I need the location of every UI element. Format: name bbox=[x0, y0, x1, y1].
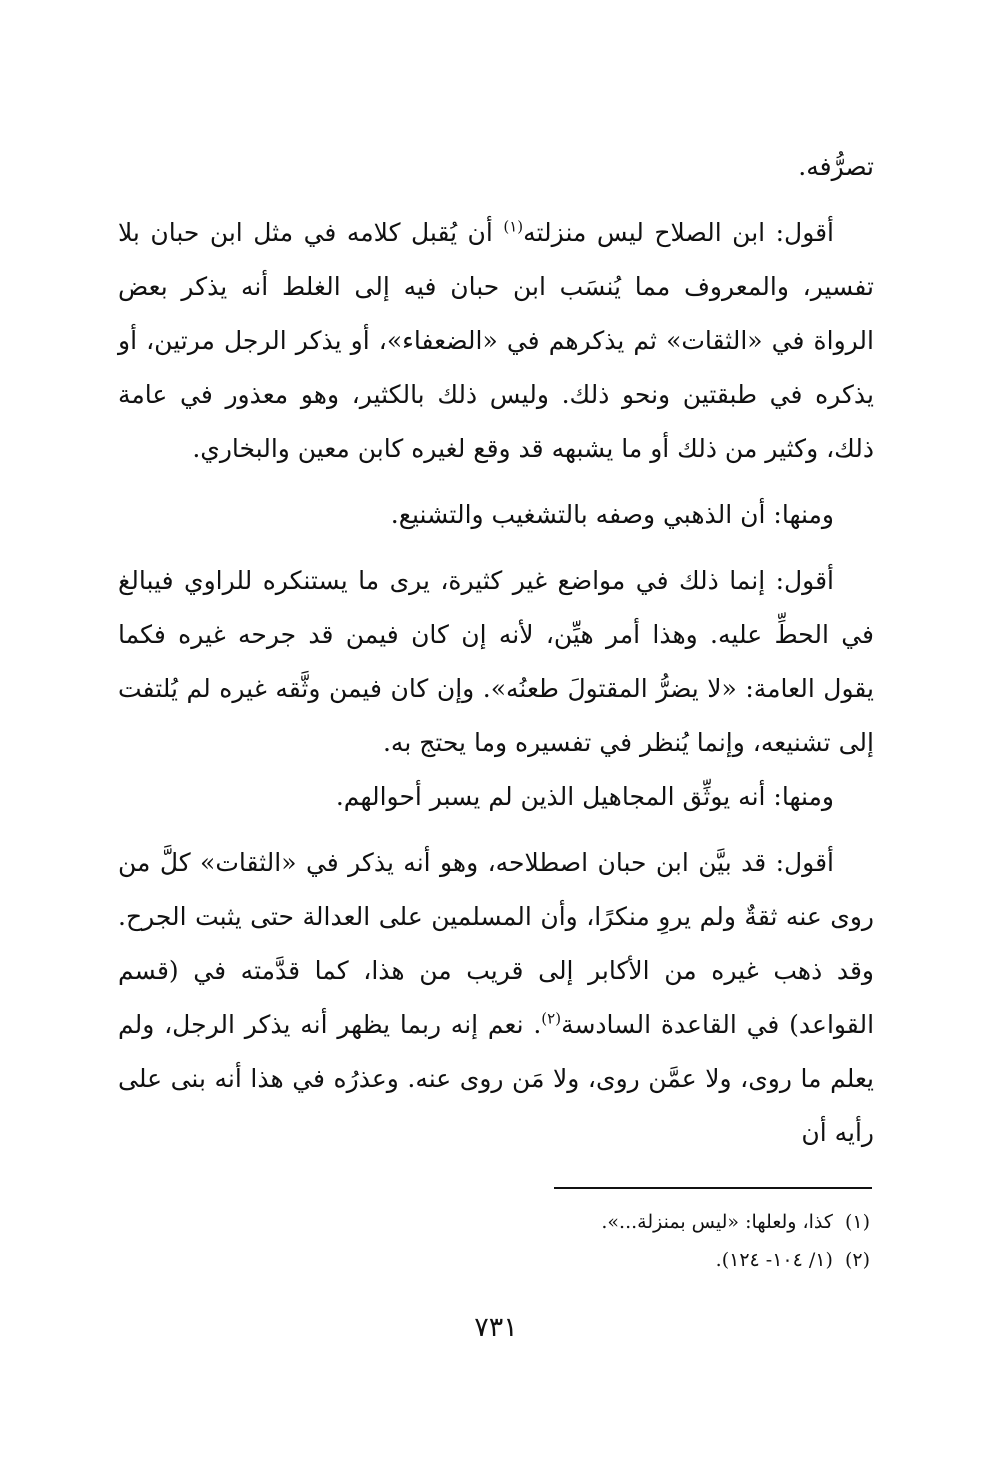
footnote-2 bbox=[118, 1241, 870, 1279]
paragraph-1 bbox=[118, 206, 874, 476]
footnote-number: (٢) bbox=[844, 1249, 870, 1271]
paragraph-4 bbox=[118, 770, 874, 824]
footnote-1 bbox=[118, 1203, 870, 1241]
paragraph-text: . نعم إنه ربما يظهر أنه يذكر الرجل، ولم يعلم ما روى، ولا عمَّن روى، ولا مَن روى عنه. وعذرُه في هذا أنه بنى على رأيه أن bbox=[118, 1010, 874, 1147]
paragraph-text: أقول: ابن الصلاح ليس منزلته bbox=[523, 218, 835, 247]
footnote-divider bbox=[554, 1187, 872, 1189]
paragraph-text: أن يُقبل كلامه في مثل ابن حبان بلا تفسير، والمعروف مما يُنسَب ابن حبان فيه إلى الغلط أنه يذكر بعض الرواة في «الثقات» ثم يذكرهم في «الضعفاء»، أو يذكر الرجل مرتين، أو يذكره في طبقتين ونحو ذلك. وليس ذلك بالكثير، وهو معذور في عامة ذلك، وكثير من ذلك أو ما يشبهه قد وقع لغيره كابن معين والبخاري. bbox=[118, 218, 874, 463]
paragraph-text: أقول: قد بيَّن ابن حبان اصطلاحه، وهو أنه يذكر في «الثقات» كلَّ من روى عنه ثقةٌ ولم يروِ منكرًا، وأن المسلمين على العدالة حتى يثبت الجرح. وقد ذهب غيره من الأكابر إلى قريب من هذا، كما قدَّمته في (قسم القواعد) في القاعدة السادسة bbox=[118, 848, 875, 1039]
paragraph-text: ومنها: أن الذهبي وصفه بالتشغيب والتشنيع. bbox=[390, 500, 834, 529]
paragraph-continuation bbox=[118, 140, 874, 194]
footnote-number: (١) bbox=[844, 1211, 870, 1233]
paragraph-text: ومنها: أنه يوثِّق المجاهيل الذين لم يسبر أحوالهم. bbox=[335, 782, 834, 811]
paragraph-5 bbox=[118, 836, 874, 1160]
footnote-ref-1[interactable]: (١) bbox=[503, 217, 524, 236]
footnotes bbox=[118, 1203, 870, 1279]
continuation-text: تصرُّفه. bbox=[798, 152, 874, 181]
main-text bbox=[118, 140, 874, 1160]
page-number: ٧٣١ bbox=[474, 1312, 518, 1343]
footnote-text: (١/ ١٠٤- ١٢٤). bbox=[715, 1249, 833, 1271]
paragraph-2 bbox=[118, 488, 874, 542]
paragraph-3 bbox=[118, 554, 874, 770]
footnote-ref-2[interactable]: (٢) bbox=[541, 1009, 562, 1028]
paragraph-text: أقول: إنما ذلك في مواضع غير كثيرة، يرى ما يستنكره للراوي فيبالغ في الحطِّ عليه. وهذا أمر هيِّن، لأنه إن كان فيمن قد جرحه غيره فكما يقول العامة: «لا يضرُّ المقتولَ طعنُه». وإن كان فيمن وثَّقه غيره لم يُلتفت إلى تشنيعه، وإنما يُنظر في تفسيره وما يحتج به. bbox=[118, 566, 874, 757]
footnote-text: كذا، ولعلها: «ليس بمنزلة...». bbox=[601, 1211, 833, 1233]
